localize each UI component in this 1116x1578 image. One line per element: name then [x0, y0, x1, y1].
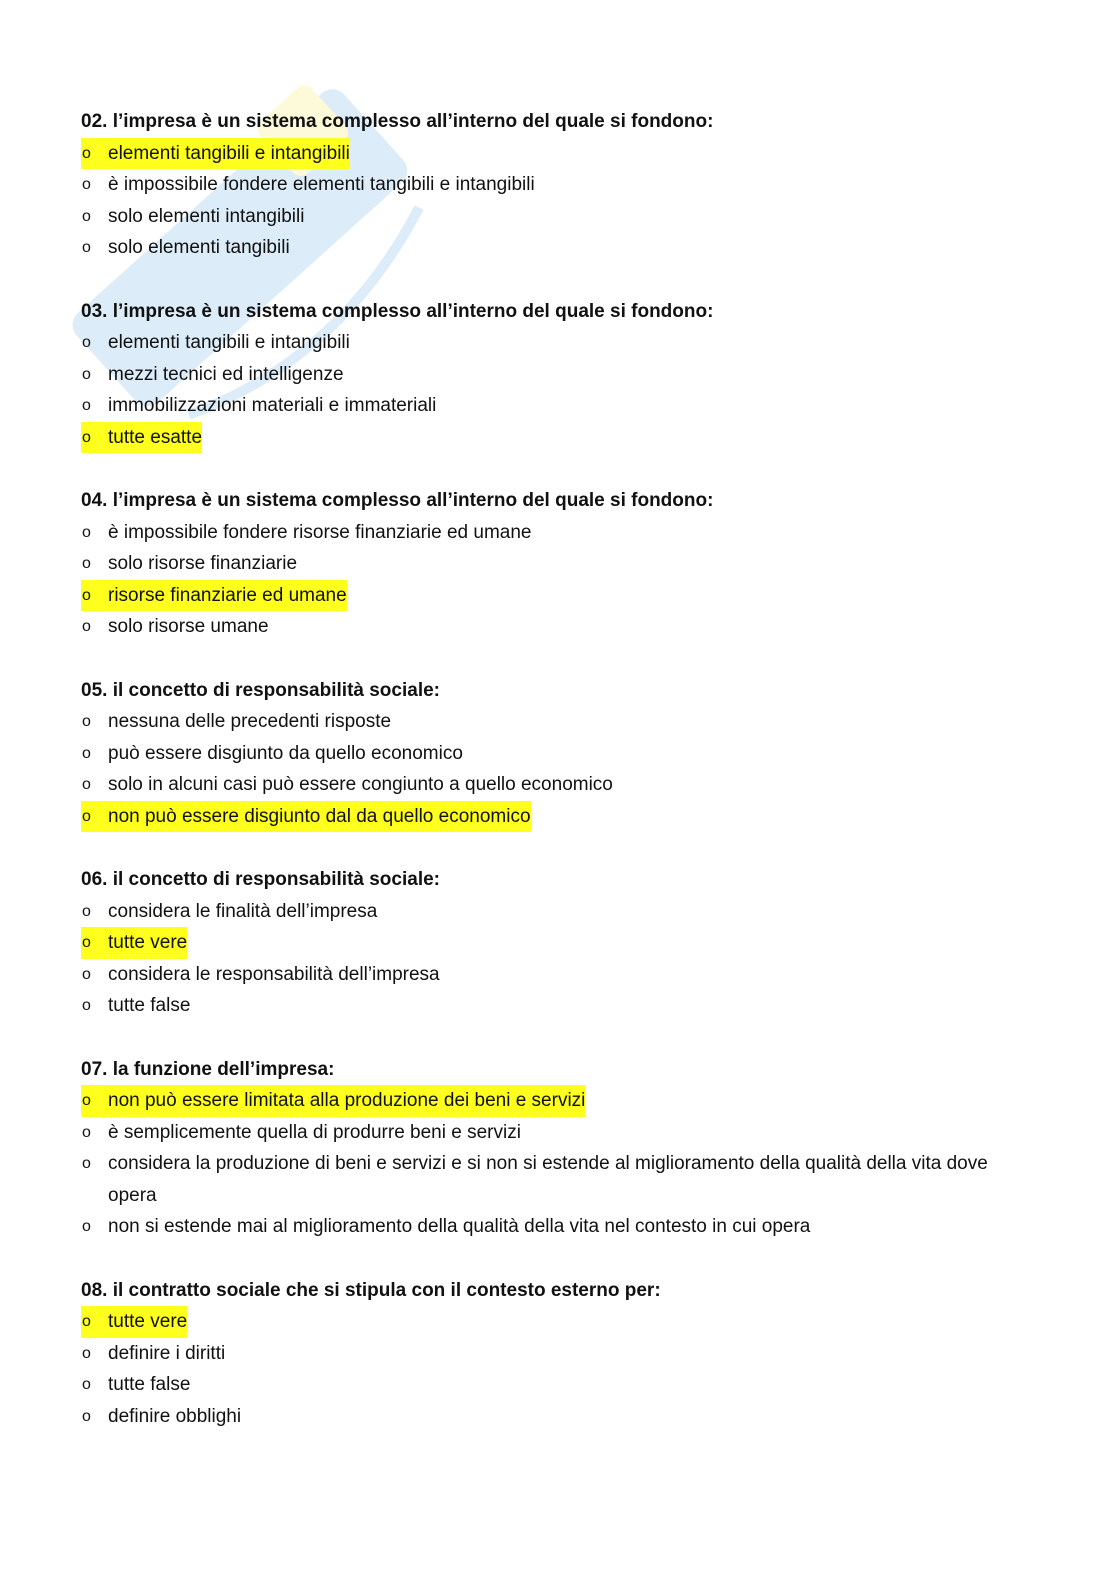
answer-option	[81, 706, 1041, 738]
answer-option-text: considera le responsabilità dell’impresa	[108, 963, 440, 985]
answer-option-text: non può essere limitata alla produzione dei beni e servizi	[108, 1090, 586, 1111]
answer-option-row	[81, 1117, 521, 1149]
answer-option-row	[81, 1369, 190, 1401]
circle-bullet-icon: o	[82, 713, 91, 730]
answer-option-row	[81, 1306, 187, 1338]
question-block	[81, 675, 1041, 833]
circle-bullet-icon: o	[82, 1376, 91, 1393]
answer-option-correct-highlighted	[81, 801, 1041, 833]
answer-option	[81, 990, 1041, 1022]
circle-bullet-icon: o	[82, 1407, 91, 1425]
answer-option-row	[81, 706, 391, 738]
answer-option-row	[81, 359, 344, 391]
circle-bullet-icon: o	[82, 965, 91, 983]
answer-option-text: tutte false	[108, 1374, 191, 1395]
answer-option-text: è impossibile fondere risorse finanziarie ed umane	[108, 521, 532, 543]
answer-option-row	[81, 769, 613, 801]
question-title: 04. l’impresa è un sistema complesso all’interno del quale si fondono:	[81, 490, 714, 511]
answer-option-text: solo elementi tangibili	[108, 237, 290, 258]
answer-option	[81, 769, 1041, 801]
answer-option-row	[81, 201, 304, 233]
question-block	[81, 864, 1041, 1022]
answer-option-text: è semplicemente quella di produrre beni e servizi	[108, 1121, 521, 1143]
circle-bullet-icon: o	[82, 239, 91, 256]
answer-option-text: può essere disgiunto da quello economico	[108, 742, 463, 764]
answer-option-correct-highlighted	[81, 927, 1041, 959]
circle-bullet-icon: o	[82, 1218, 91, 1235]
answer-option-text: non si estende mai al miglioramento della qualità della vita nel contesto in cui opera	[108, 1216, 811, 1237]
answer-option-text: tutte esatte	[108, 426, 203, 448]
answer-option-row	[81, 138, 350, 170]
answer-option-correct-highlighted	[81, 1306, 1041, 1338]
answer-option-row	[81, 169, 535, 201]
question-title: 05. il concetto di responsabilità sociale:	[81, 679, 440, 701]
answer-option-text: è impossibile fondere elementi tangibili e intangibili	[108, 174, 535, 195]
circle-bullet-icon: o	[82, 365, 91, 383]
answer-option	[81, 1211, 1041, 1243]
circle-bullet-icon: o	[82, 428, 91, 446]
answer-option-text: definire obblighi	[108, 1405, 242, 1427]
circle-bullet-icon: o	[82, 397, 91, 414]
question-title: 08. il contratto sociale che si stipula con il contesto esterno per:	[81, 1279, 661, 1301]
quiz-content	[81, 106, 1041, 1464]
answer-option-row	[81, 580, 347, 612]
answer-options-list	[81, 138, 1041, 264]
answer-option	[81, 327, 1041, 359]
answer-option-correct-highlighted	[81, 580, 1041, 612]
answer-option-text: solo risorse finanziarie	[108, 553, 298, 574]
answer-option	[81, 359, 1041, 391]
answer-option	[81, 390, 1041, 422]
answer-option-text: tutte false	[108, 995, 191, 1016]
answer-option-row	[81, 1085, 585, 1117]
answer-option-text: tutte vere	[108, 932, 188, 953]
answer-option	[81, 169, 1041, 201]
question-block	[81, 296, 1041, 454]
answer-option-row	[81, 896, 377, 928]
answer-option-row	[81, 1211, 810, 1243]
answer-options-list	[81, 706, 1041, 832]
circle-bullet-icon: o	[82, 1313, 91, 1330]
answer-option	[81, 1338, 1041, 1370]
circle-bullet-icon: o	[82, 776, 91, 793]
answer-option-row	[81, 1148, 1041, 1211]
circle-bullet-icon: o	[82, 555, 91, 572]
answer-option	[81, 738, 1041, 770]
circle-bullet-icon: o	[82, 902, 91, 920]
circle-bullet-icon: o	[82, 207, 91, 225]
answer-option	[81, 1148, 1041, 1211]
circle-bullet-icon: o	[82, 807, 91, 825]
circle-bullet-icon: o	[82, 144, 91, 162]
answer-option-text: solo in alcuni casi può essere congiunto a quello economico	[108, 774, 613, 795]
circle-bullet-icon: o	[82, 1123, 91, 1141]
answer-option-correct-highlighted	[81, 138, 1041, 170]
answer-option-row	[81, 738, 463, 770]
circle-bullet-icon: o	[82, 176, 91, 193]
circle-bullet-icon: o	[82, 744, 91, 762]
answer-option-text: nessuna delle precedenti risposte	[108, 711, 392, 732]
answer-option-row	[81, 1401, 241, 1433]
question-title: 07. la funzione dell’impresa:	[81, 1058, 335, 1080]
circle-bullet-icon: o	[82, 1155, 91, 1172]
answer-option-row	[81, 990, 190, 1022]
answer-option-row	[81, 1338, 225, 1370]
question-block	[81, 1275, 1041, 1433]
answer-option	[81, 201, 1041, 233]
answer-option-text: definire i diritti	[108, 1342, 226, 1364]
circle-bullet-icon: o	[82, 523, 91, 541]
answer-option-text: tutte vere	[108, 1311, 188, 1332]
circle-bullet-icon: o	[82, 1344, 91, 1362]
answer-option	[81, 959, 1041, 991]
answer-option	[81, 1117, 1041, 1149]
answer-option	[81, 548, 1041, 580]
answer-options-list	[81, 1306, 1041, 1432]
question-block	[81, 106, 1041, 264]
answer-option-text: considera le finalità dell’impresa	[108, 900, 378, 922]
answer-option-row	[81, 232, 290, 264]
answer-option-text: solo risorse umane	[108, 616, 269, 637]
answer-options-list	[81, 1085, 1041, 1243]
answer-option-text: risorse finanziarie ed umane	[108, 584, 347, 606]
answer-option-row	[81, 327, 350, 359]
answer-option-text: considera la produzione di beni e servizi e si non si estende al miglioramento della qualità della vita dove opera	[108, 1153, 988, 1206]
answer-option-row	[81, 959, 440, 991]
answer-option-row	[81, 390, 436, 422]
answer-option-row	[81, 548, 297, 580]
answer-option-row	[81, 517, 532, 549]
answer-option-row	[81, 927, 187, 959]
question-title: 06. il concetto di responsabilità sociale:	[81, 869, 440, 890]
answer-option-text: elementi tangibili e intangibili	[108, 332, 350, 353]
answer-option-row	[81, 611, 269, 643]
answer-option	[81, 896, 1041, 928]
question-title: 03. l’impresa è un sistema complesso all’interno del quale si fondono:	[81, 300, 714, 322]
circle-bullet-icon: o	[82, 334, 91, 351]
answer-option	[81, 517, 1041, 549]
answer-option-row	[81, 801, 531, 833]
answer-options-list	[81, 517, 1041, 643]
answer-option	[81, 232, 1041, 264]
answer-option-text: non può essere disgiunto dal da quello economico	[108, 805, 531, 827]
circle-bullet-icon: o	[82, 618, 91, 635]
answer-options-list	[81, 327, 1041, 453]
answer-option-correct-highlighted	[81, 422, 1041, 454]
answer-option	[81, 611, 1041, 643]
answer-option-text: solo elementi intangibili	[108, 205, 305, 227]
circle-bullet-icon: o	[82, 1092, 91, 1109]
question-block	[81, 485, 1041, 643]
circle-bullet-icon: o	[82, 997, 91, 1014]
answer-option-text: mezzi tecnici ed intelligenze	[108, 363, 344, 385]
answer-option-correct-highlighted	[81, 1085, 1041, 1117]
question-title: 02. l’impresa è un sistema complesso all’interno del quale si fondono:	[81, 111, 714, 132]
question-block	[81, 1054, 1041, 1243]
answer-option-text: elementi tangibili e intangibili	[108, 142, 350, 164]
answer-option-text: immobilizzazioni materiali e immateriali	[108, 395, 437, 416]
answer-option	[81, 1369, 1041, 1401]
answer-options-list	[81, 896, 1041, 1022]
circle-bullet-icon: o	[82, 934, 91, 951]
answer-option-row	[81, 422, 202, 454]
answer-option	[81, 1401, 1041, 1433]
circle-bullet-icon: o	[82, 586, 91, 604]
